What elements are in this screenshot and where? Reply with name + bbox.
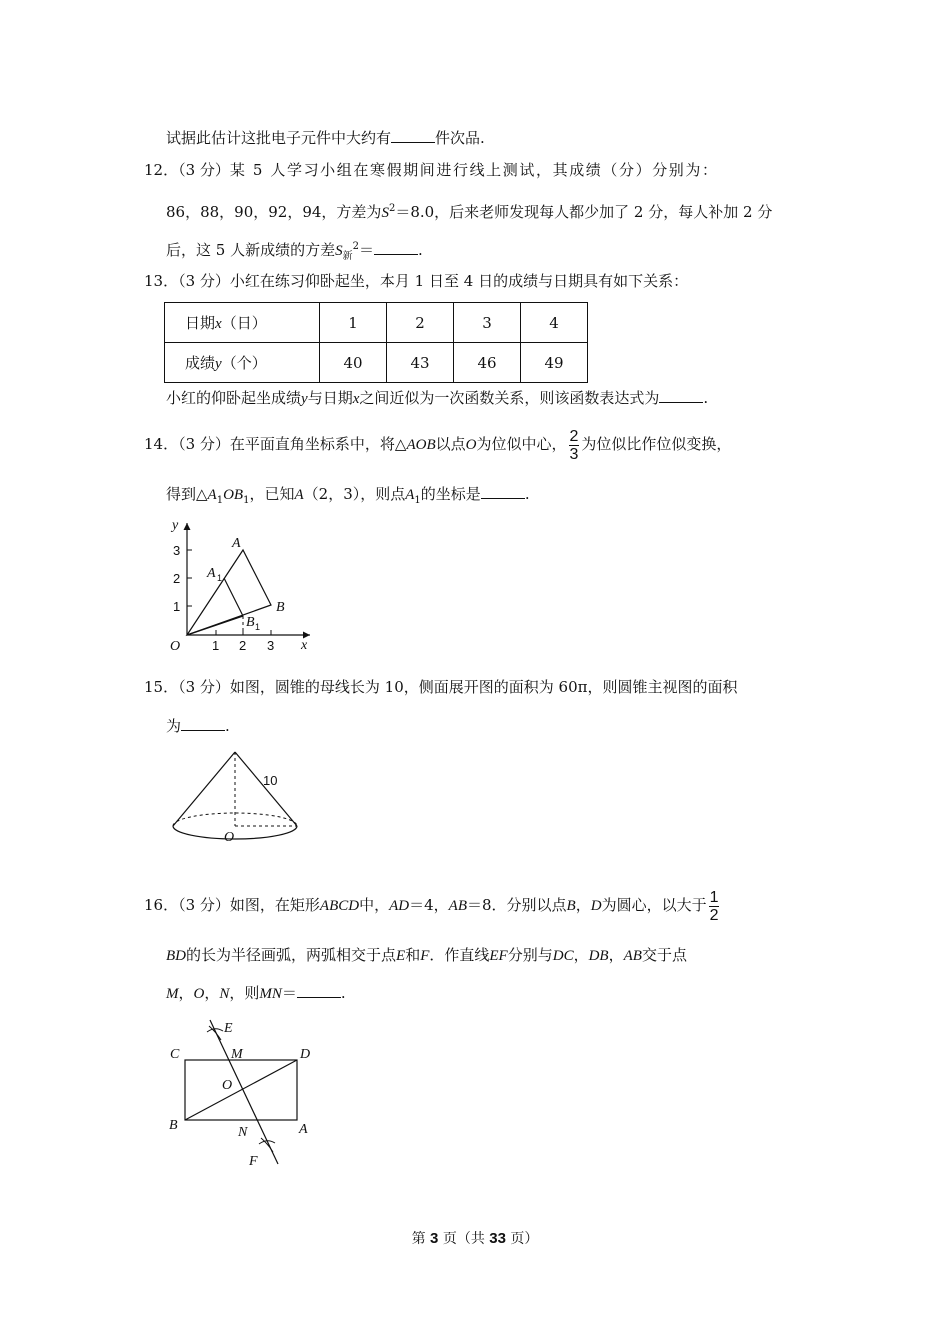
point-o-label: O bbox=[222, 1078, 233, 1093]
table-row bbox=[165, 343, 588, 383]
point-b1-label: B bbox=[246, 615, 255, 630]
point-a-label: A bbox=[299, 1122, 308, 1137]
q14-coordinate-figure bbox=[160, 515, 320, 655]
q13-after: 小红的仰卧起坐成绩y与日期x之间近似为一次函数关系，则该函数表达式为 . bbox=[166, 389, 709, 407]
answer-blank[interactable] bbox=[374, 240, 418, 255]
fraction-one-half: $\frac{1}{2}$ bbox=[709, 888, 719, 924]
answer-blank[interactable] bbox=[391, 128, 435, 143]
q16-line1: 16．（3 分）如图，在矩形ABCD中，AD＝4，AB＝8．分别以点B，D为圆心，以大于 $\frac{1}{2}$ bbox=[144, 888, 719, 924]
table-cell: 1 bbox=[320, 303, 387, 343]
table-header-date: 日期x（日） bbox=[165, 303, 320, 343]
point-d-label: D bbox=[300, 1047, 311, 1062]
q15-line2: 为 . bbox=[166, 717, 230, 735]
table-cell: 3 bbox=[454, 303, 521, 343]
page-footer: 第 3 页（共 33 页） bbox=[411, 1230, 539, 1247]
y-axis-label: y bbox=[172, 518, 179, 533]
q14-line1: 14．（3 分）在平面直角坐标系中，将△AOB以点O为位似中心， $\frac{2}{3}$ 为位似比作位似变换， bbox=[144, 427, 732, 463]
score-table bbox=[164, 302, 588, 383]
answer-blank[interactable] bbox=[181, 716, 225, 731]
q13-line1: 13．（3 分）小红在练习仰卧起坐，本月 1 日至 4 日的成绩与日期具有如下关系： bbox=[144, 272, 689, 290]
center-label: O bbox=[224, 830, 235, 845]
y-tick-label: 1 bbox=[173, 599, 181, 614]
answer-blank[interactable] bbox=[297, 983, 341, 998]
y-tick-label: 3 bbox=[173, 543, 181, 558]
x-tick-label: 3 bbox=[267, 638, 275, 653]
table-cell: 43 bbox=[387, 343, 454, 383]
q12-line1: 12．（3 分）某 5 人学习小组在寒假期间进行线上测试，其成绩（分）分别为： bbox=[144, 161, 719, 179]
point-b-label: B bbox=[276, 600, 285, 615]
q16-line2: BD的长为半径画弧，两弧相交于点E和F．作直线EF分别与DC，DB，AB交于点 bbox=[166, 946, 687, 964]
table-cell: 49 bbox=[521, 343, 588, 383]
q12-line3: 后，这 5 人新成绩的方差$S_新^2=$ . bbox=[166, 241, 423, 262]
point-b1-subscript: 1 bbox=[255, 622, 261, 632]
point-m-label: M bbox=[231, 1047, 243, 1062]
origin-label: O bbox=[170, 639, 181, 654]
q14-line2: 得到$\triangle A_1OB_1$，已知A（2，3），则点$A_1$的坐标是 . bbox=[166, 485, 530, 506]
answer-blank[interactable] bbox=[481, 484, 525, 499]
point-a1-label: A bbox=[207, 566, 216, 581]
x-axis-label: x bbox=[301, 638, 308, 653]
diagonal-bd bbox=[185, 1060, 297, 1120]
table-cell: 2 bbox=[387, 303, 454, 343]
q11-tail: 试据此估计这批电子元件中大约有 件次品. bbox=[166, 129, 485, 147]
point-c-label: C bbox=[170, 1047, 180, 1062]
table-cell: 40 bbox=[320, 343, 387, 383]
point-a1-subscript: 1 bbox=[217, 573, 223, 583]
arc-e2 bbox=[209, 1026, 221, 1040]
table-cell: 46 bbox=[454, 343, 521, 383]
y-tick-label: 2 bbox=[173, 571, 181, 586]
point-b-label: B bbox=[169, 1118, 178, 1133]
slant-length-label: 10 bbox=[263, 773, 278, 788]
point-e-label: E bbox=[224, 1021, 233, 1036]
table-row bbox=[165, 303, 588, 343]
x-tick-label: 2 bbox=[239, 638, 247, 653]
fraction-two-thirds: $\frac{2}{3}$ bbox=[569, 427, 579, 463]
line-ef bbox=[210, 1020, 278, 1164]
x-tick-label: 1 bbox=[212, 638, 220, 653]
answer-blank[interactable] bbox=[659, 388, 703, 403]
point-n-label: N bbox=[238, 1125, 248, 1140]
point-f-label: F bbox=[249, 1154, 258, 1169]
cone-base-front bbox=[173, 826, 297, 839]
table-header-score: 成绩y（个） bbox=[165, 343, 320, 383]
q16-rectangle-figure bbox=[160, 1012, 330, 1172]
table-cell: 4 bbox=[521, 303, 588, 343]
q15-line1: 15．（3 分）如图，圆锥的母线长为 10，侧面展开图的面积为 60π，则圆锥主视图的面积 bbox=[144, 678, 738, 696]
q12-line2: 86，88，90，92，94，方差为$S^2=8.0$，后来老师发现每人都少加了 2 分，每人补加 2 分 bbox=[166, 203, 773, 221]
q16-line3: M，O，N，则MN＝ . bbox=[166, 984, 346, 1002]
point-a-label: A bbox=[232, 536, 241, 551]
cone-slant-left bbox=[173, 752, 235, 826]
triangle-a1ob1 bbox=[224, 578, 243, 616]
q15-cone-figure bbox=[165, 746, 305, 846]
